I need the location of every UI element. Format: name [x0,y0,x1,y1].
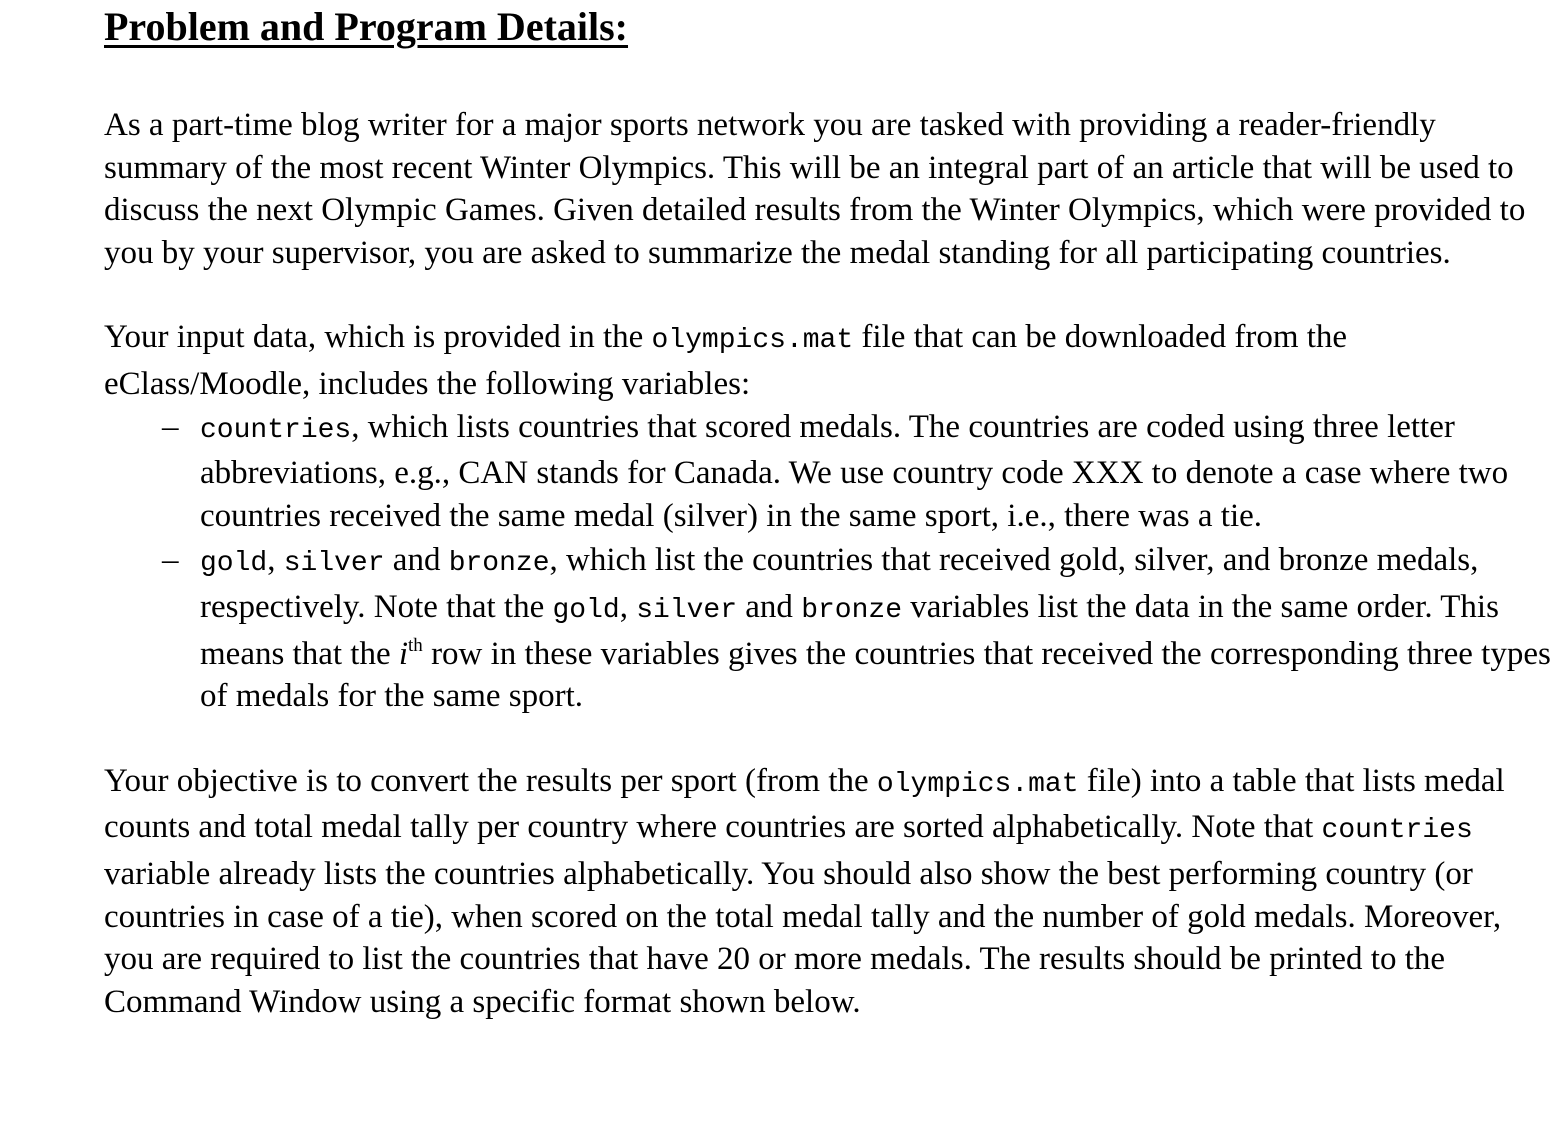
silver-var-code: silver [283,548,385,580]
bronze-var-code: bronze [448,548,550,580]
dash-bullet: – [162,542,179,579]
objective-text-3: variable already lists the countries alphabetically. You should also show the best performing country (or countries in case of a tie), when scored on the total medal tally and the number of gold medals. Moreover, you are required to list the countries that have 20 or more medals. The results should be printed to the Command Window using a specific format shown below. [104,855,1502,1020]
variables-list [104,406,1554,718]
medals-description-3: row in these variables gives the countries that received the corresponding three types of medals for the same sport. [200,635,1551,715]
medals-description-2: variables list the data in the same order. This means that the [200,588,1499,672]
intro-paragraph: As a part-time blog writer for a major sports network you are tasked with providing a reader-friendly summary of the most recent Winter Olympics. This will be an integral part of an article that will be used to discuss the next Olympic Games. Given detailed results from the Winter Olympics, which were provided to you by your supervisor, you are asked to summarize the medal standing for all participating countries. [104,107,1526,271]
input-data-paragraph [104,316,1554,405]
document-page [104,0,1554,1023]
section-heading: Problem and Program Details: [104,4,629,49]
superscript-th: th [408,634,423,656]
list-item-medals [162,539,1554,717]
dash-bullet: – [162,408,179,445]
file-name-code: olympics.mat [651,325,854,357]
countries-var-code: countries [200,414,352,446]
objective-countries-var-code: countries [1321,815,1473,847]
bronze-var-code-2: bronze [801,594,903,626]
objective-text-2: file) into a table that lists medal counts and total medal tally per country where countries are sorted alphabetically. Note that [104,762,1505,846]
countries-description: , which lists countries that scored medals. The countries are coded using three letter abbreviations, e.g., CAN stands for Canada. We use country code XXX to denote a case where two countries received the same medal (silver) in the same sport, i.e., there was a tie. [200,408,1509,534]
input-text-after: file that can be downloaded from the eClass/Moodle, includes the following variables: [104,319,1348,402]
objective-file-name-code: olympics.mat [876,768,1079,800]
comma-text: , [267,542,284,579]
objective-paragraph [104,760,1554,1024]
comma-text-2: , [619,588,637,625]
gold-var-code-2: gold [552,594,620,626]
italic-i: i [398,635,409,672]
list-item-countries [162,406,1554,538]
silver-var-code-2: silver [636,594,738,626]
gold-var-code: gold [200,548,268,580]
objective-text-1: Your objective is to convert the results per sport (from the [104,762,877,799]
and-text-2: and [737,588,802,625]
and-text: and [384,542,449,579]
input-text-before: Your input data, which is provided in the [104,319,652,356]
medals-description-1: , which list the countries that received gold, silver, and bronze medals, respectively. Note that the [200,542,1479,625]
